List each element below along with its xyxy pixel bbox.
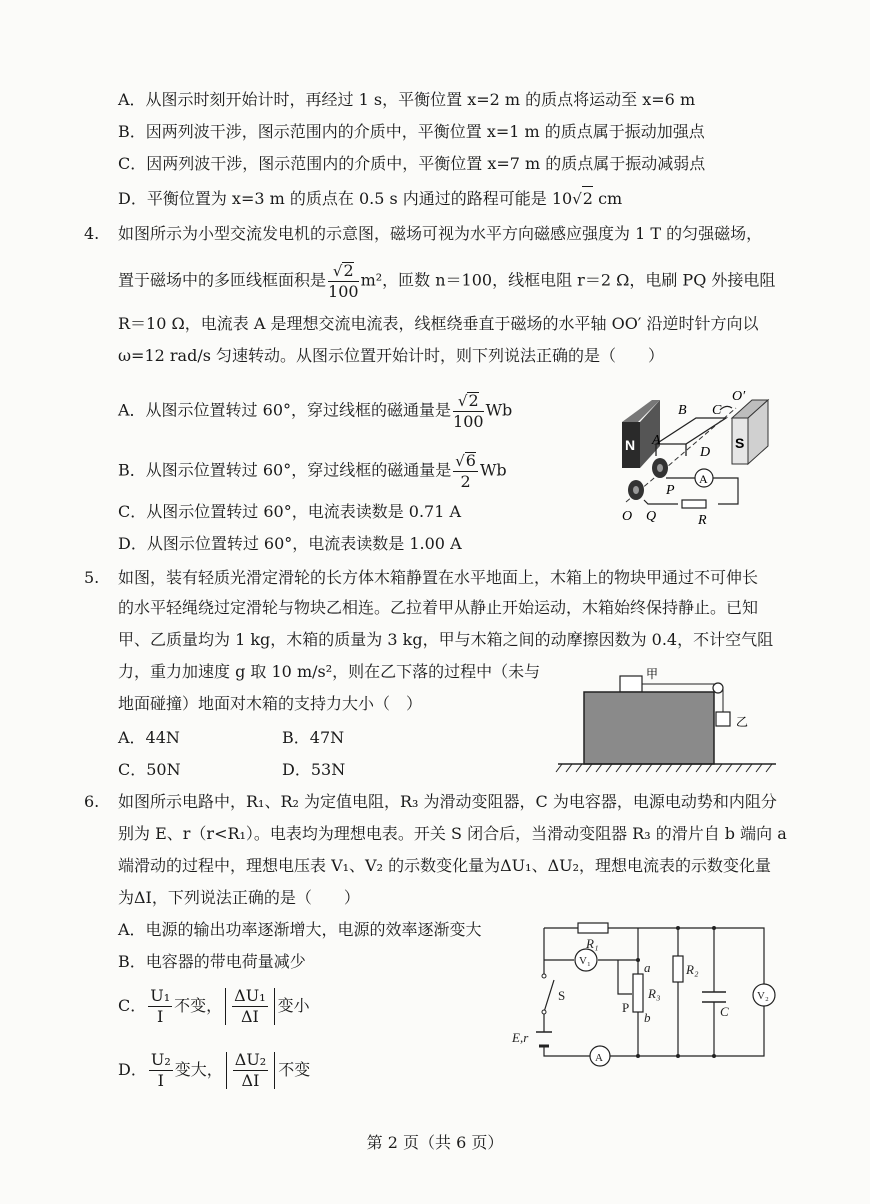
q6-option-d-letter: D． [118,1060,147,1079]
q6-option-c-abs-num: ΔU₁ [234,986,266,1005]
label-c: C [712,403,722,418]
q6-option-c-post: 变小 [277,996,310,1015]
q4-option-a-unit: Wb [485,400,513,420]
q3-option-d-unit: cm [592,189,623,208]
q4-stem-line1: 如图所示为小型交流发电机的示意图，磁场可视为水平方向磁感应强度为 1 T 的匀强磁场， [118,224,763,243]
label-p: P [622,1000,630,1015]
q5-stem-line2: 的水平轻绳绕过定滑轮与物块乙相连。乙拉着甲从静止开始运动，木箱始终保持静止。已知 [118,598,759,617]
q6-option-a: A．电源的输出功率逐渐增大，电源的效率逐渐变大 [118,920,482,939]
label-o: O [622,509,633,524]
generator-figure [608,382,788,532]
q6-option-c-abs-den: ΔI [240,1007,259,1026]
label-s: S [735,435,745,451]
q5-stem-line1: 如图，装有轻质光滑定滑轮的长方体木箱静置在水平地面上，木箱上的物块甲通过不可伸长 [118,568,759,587]
q4-option-b-radicand: 6 [465,451,476,470]
label-v1: V₁ [579,955,591,967]
label-n: N [625,437,636,453]
junction-dot [676,1054,680,1058]
switch-contact [542,974,546,978]
q6-option-d-abs [226,1052,275,1089]
q6-option-d-den: I [157,1071,164,1090]
q5-stem-line3: 甲、乙质量均为 1 kg，木箱的质量为 3 kg，甲与木箱之间的动摩擦因数为 0.4，不计空气阻 [118,630,774,649]
sqrt-sign: √ [455,452,465,470]
q4-stem-line2-post: m²，匝数 n＝100，线框电阻 r＝2 Ω，电刷 PQ 外接电阻 [360,270,776,290]
resistor-r3 [633,974,643,1012]
wire [544,1046,590,1056]
label-p: P [666,483,675,498]
q6-option-c-abs [225,988,274,1025]
q6-option-d [118,1052,310,1089]
q6-option-d-mid: 变大， [174,1060,223,1079]
q4-stem-line2 [118,262,780,300]
q6-number: 6. [84,792,100,811]
junction-dot [712,926,716,930]
q6-stem-line3: 端滑动的过程中，理想电压表 V₁、V₂ 的示数变化量为ΔU₁、ΔU₂，理想电流表的示数变化量 [118,856,772,875]
q6-option-c-abs-fraction [232,988,267,1025]
q4-option-b [118,452,507,490]
q6-option-d-post: 不变 [278,1060,311,1079]
q4-stem-line2-pre: 置于磁场中的多匝线框面积是 [118,270,327,290]
resistor-symbol [682,500,706,508]
junction-dot [636,1054,640,1058]
circuit-figure [508,916,778,1076]
q4-area-den: 100 [328,282,359,301]
page-footer: 第 2 页（共 6 页） [366,1133,504,1152]
slip-ring-inner [633,486,639,494]
wooden-box-figure [548,668,780,776]
q6-option-b: B．电容器的带电荷量减少 [118,952,306,971]
q6-option-c [118,988,310,1025]
label-c: C [720,1004,729,1019]
junction-dot [676,926,680,930]
label-q: Q [646,509,657,524]
circuit-wire [644,500,678,504]
q5-stem-line5: 地面碰撞）地面对木箱的支持力大小（ ） [118,694,423,713]
wire [618,960,632,994]
label-d: D [700,445,711,460]
switch-blade [544,980,554,1012]
label-ammeter: A [595,1052,603,1064]
q6-option-c-mid: 不变， [174,996,223,1015]
q6-stem-line1: 如图所示电路中，R₁、R₂ 为定值电阻，R₃ 为滑动变阻器，C 为电容器，电源电动势和内阻分 [118,792,777,811]
label-r3: R₃ [648,986,661,1001]
rotation-arrow [720,406,732,410]
q4-option-a-fraction [453,392,484,430]
sqrt-sign: √ [572,190,582,208]
q5-option-b: B．47N [282,728,345,747]
q5-option-a: A．44N [118,728,180,747]
label-b: B [678,403,687,418]
q6-option-d-num: U₂ [150,1050,171,1069]
q4-option-a [118,392,512,430]
label-a: a [644,960,651,975]
block-yi [716,712,730,726]
label-r2: R₂ [686,962,699,977]
label-r: R [698,513,707,528]
q4-area-radicand: 2 [343,261,354,280]
q6-option-d-abs-den: ΔI [241,1071,260,1090]
label-ammeter: A [699,472,708,486]
q4-number: 4. [84,224,100,243]
junction-dot [712,1054,716,1058]
wire [610,1006,764,1056]
q6-option-d-abs-num: ΔU₂ [234,1050,267,1069]
q4-option-b-text: B．从图示位置转过 60°，穿过线框的磁通量是 [118,460,452,480]
q5-option-d: D．53N [282,760,346,779]
label-r1: R₁ [586,936,599,951]
q4-option-a-radicand: 2 [468,391,479,410]
label-er: E,r [512,1030,529,1045]
resistor-r1 [578,923,608,933]
label-o-prime: O′ [732,389,746,404]
q4-stem-line4: ω=12 rad/s 匀速转动。从图示位置开始计时，则下列说法正确的是（ ） [118,346,665,365]
q3-option-d-radicand: 2 [582,186,593,211]
q4-option-a-text: A．从图示位置转过 60°，穿过线框的磁通量是 [118,400,452,420]
q3-option-d-text: D．平衡位置为 x=3 m 的质点在 0.5 s 内通过的路程可能是 10 [118,189,573,208]
label-b: b [644,1010,651,1025]
block-jia [620,676,642,692]
q3-option-c: C．因两列波干涉，图示范围内的介质中，平衡位置 x=7 m 的质点属于振动减弱点 [118,154,706,173]
coil-frame [656,418,726,444]
q3-option-a: A．从图示时刻开始计时，再经过 1 s，平衡位置 x=2 m 的质点将运动至 x=6 m [118,90,696,109]
q4-option-b-den: 2 [460,472,471,491]
q4-area-fraction [328,262,359,300]
q6-stem-line2: 别为 E、r（r<R₁）。电表均为理想电表。开关 S 闭合后，当滑动变阻器 R₃ 的滑片自 b 端向 a [118,824,787,843]
label-a: A [652,433,661,448]
q5-stem-line4: 力，重力加速度 g 取 10 m/s²，则在乙下落的过程中（未与 [118,662,541,681]
sqrt-sign: √ [457,392,468,410]
q6-option-d-abs-fraction [233,1052,268,1089]
q3-option-d [118,186,622,211]
q4-option-b-fraction [453,452,478,490]
q6-stem-line4: 为ΔI，下列说法正确的是（ ） [118,888,360,907]
q4-option-d: D．从图示位置转过 60°，电流表读数是 1.00 A [118,534,462,553]
label-s: S [558,988,566,1003]
ground-hatching [556,764,772,772]
resistor-r2 [673,956,683,982]
label-jia: 甲 [646,668,659,681]
slip-ring-inner [657,464,663,472]
switch-contact [542,1010,546,1014]
junction-dot [636,958,640,962]
q6-option-c-num: U₁ [150,986,171,1005]
sqrt-sign: √ [332,262,343,280]
q3-option-b: B．因两列波干涉，图示范围内的介质中，平衡位置 x=1 m 的质点属于振动加强点 [118,122,705,141]
q6-option-d-ratio [149,1052,173,1089]
q6-option-c-den: I [157,1007,164,1026]
q5-number: 5. [84,568,100,587]
q4-option-c: C．从图示位置转过 60°，电流表读数是 0.71 A [118,502,462,521]
q5-option-c: C．50N [118,760,181,779]
wooden-box [584,692,714,764]
q6-option-c-letter: C． [118,996,147,1015]
q6-option-c-ratio [148,988,172,1025]
label-yi: 乙 [736,715,749,729]
q4-option-a-den: 100 [453,412,484,431]
q4-option-b-unit: Wb [479,460,507,480]
label-v2: V₂ [757,990,769,1002]
q4-stem-line3: R＝10 Ω，电流表 A 是理想交流电流表，线框绕垂直于磁场的水平轴 OO′ 沿逆时针方向以 [118,314,759,333]
